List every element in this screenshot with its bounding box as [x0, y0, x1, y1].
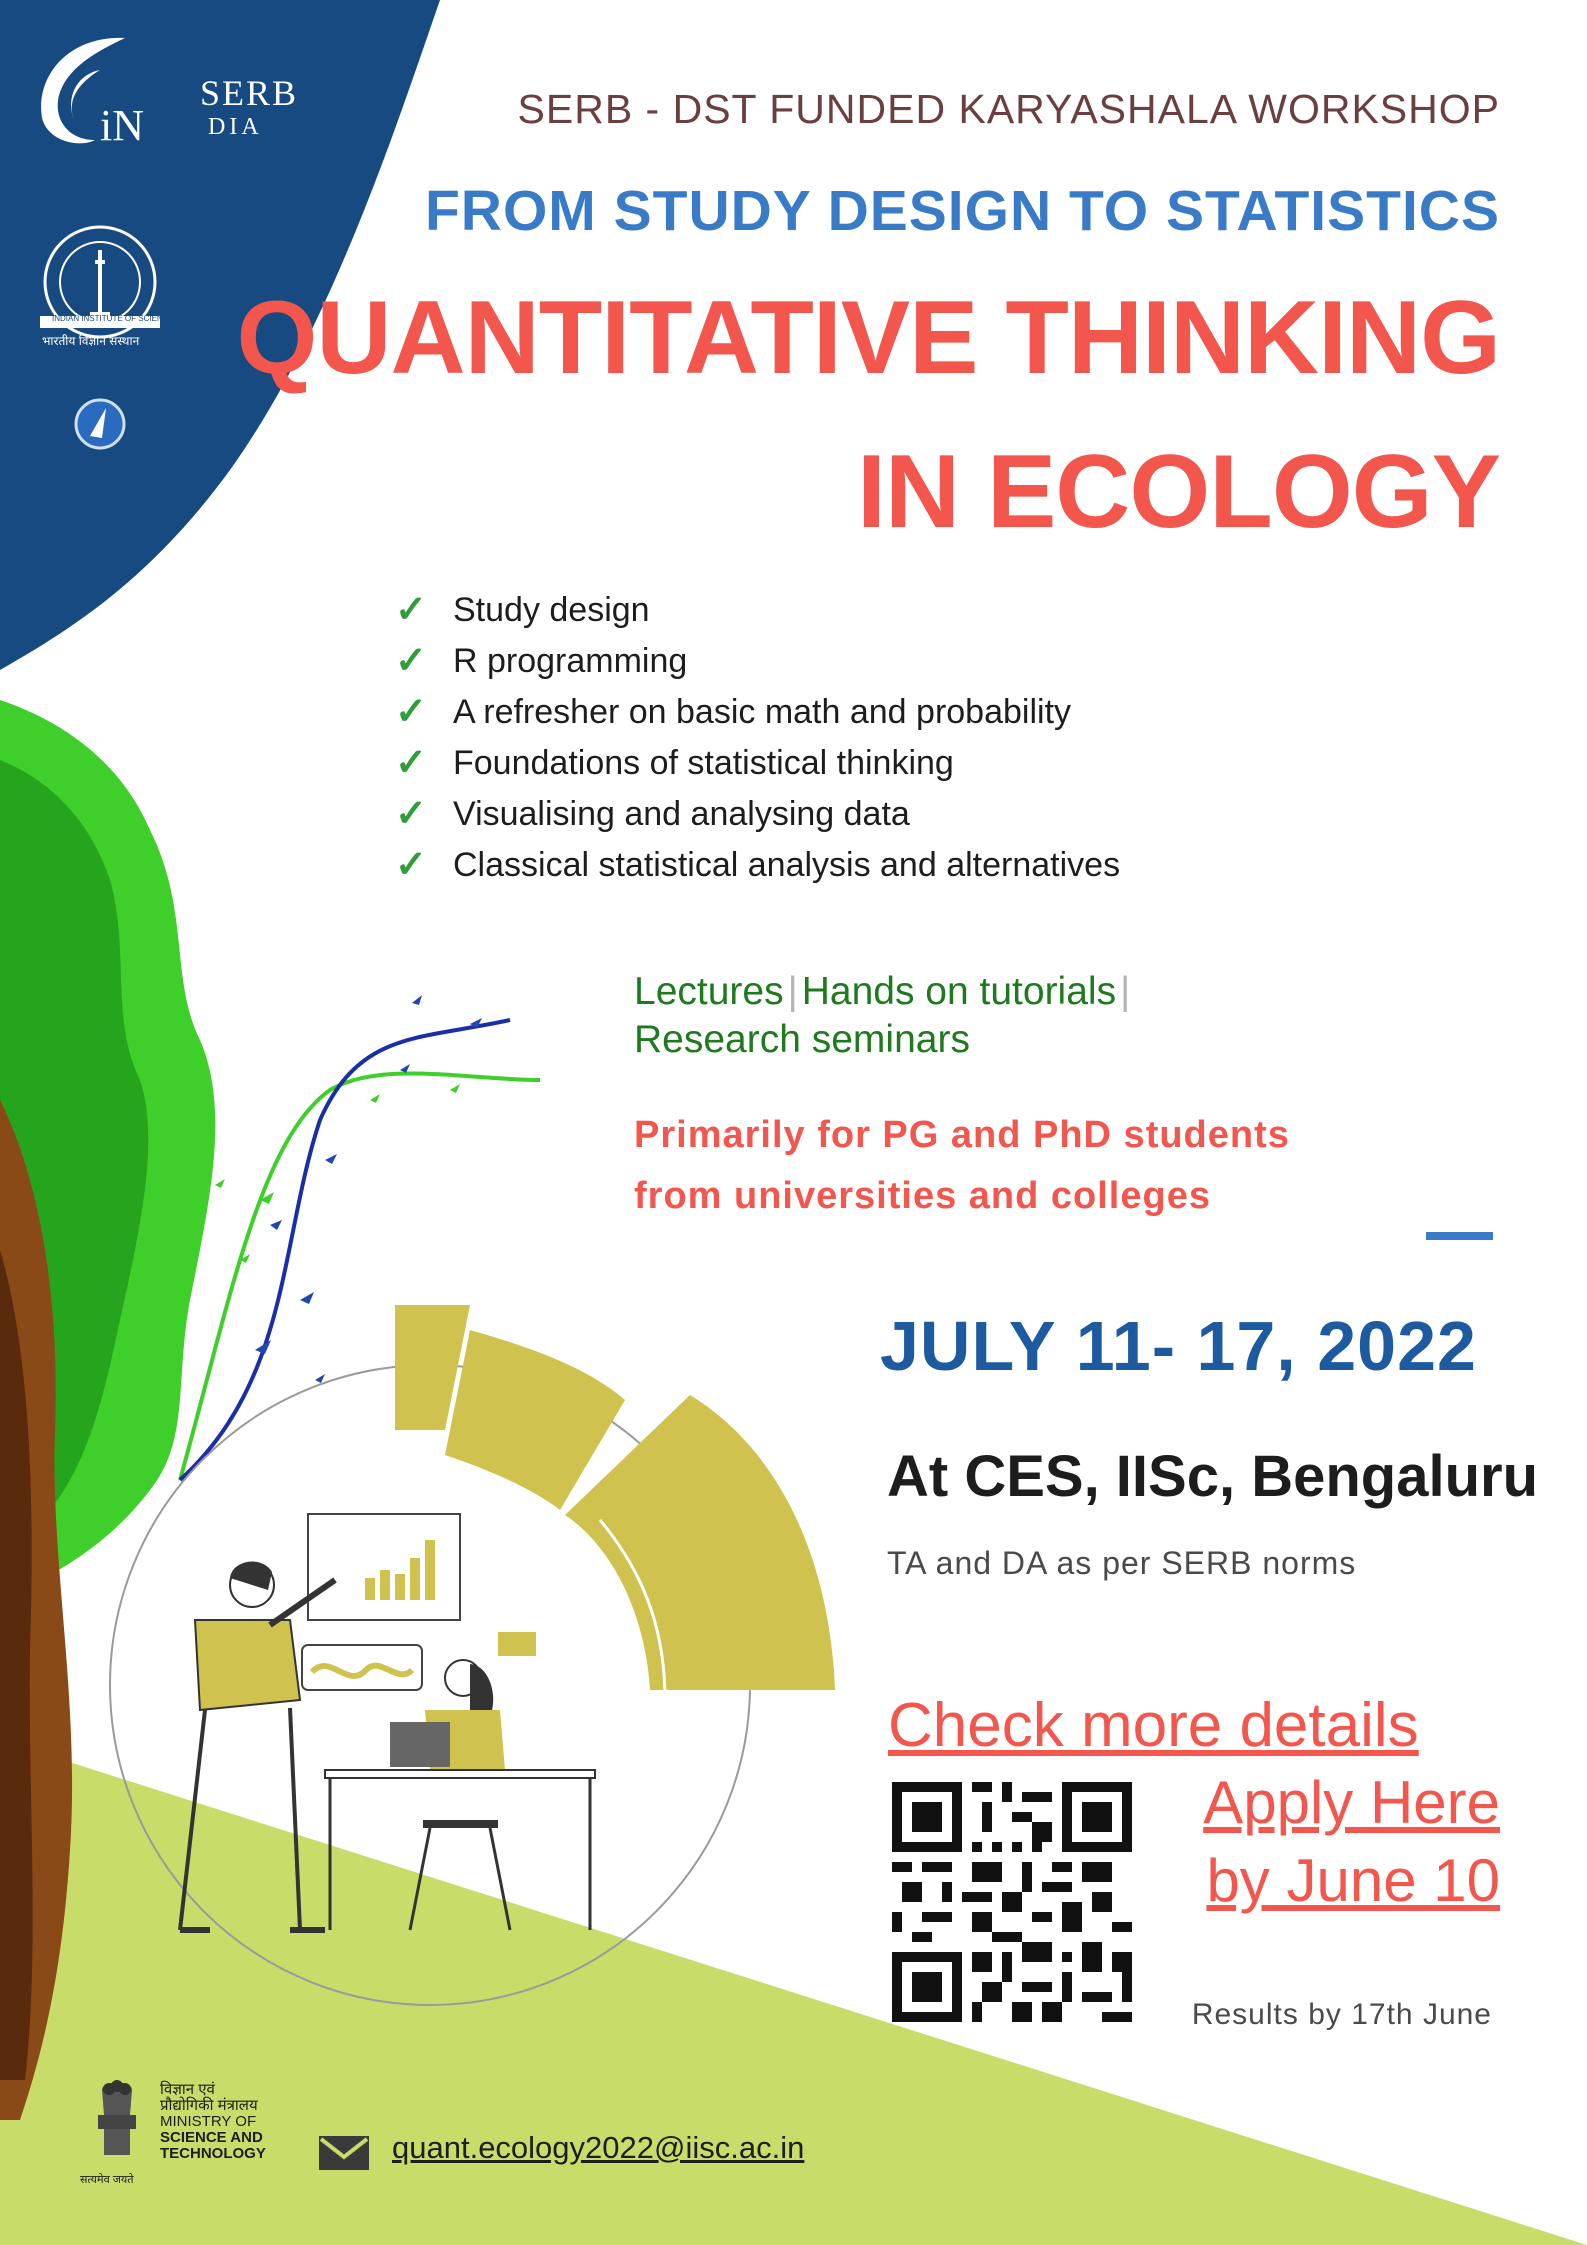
checkmark-icon: ✓ [395, 844, 427, 886]
ministry-en-2: SCIENCE AND [160, 2129, 263, 2146]
topic-item [395, 585, 1120, 636]
topics-list [395, 585, 1120, 891]
topic-label: Classical statistical analysis and alternatives [453, 846, 1121, 884]
ministry-hindi-1: विज्ञान एवं [160, 2081, 215, 2098]
apply-here-link[interactable]: Apply Here [1203, 1769, 1500, 1836]
topic-item [395, 840, 1120, 891]
compass-badge-icon [72, 396, 128, 452]
allowance-note: TA and DA as per SERB norms [887, 1545, 1357, 1581]
ministry-en-1: MINISTRY OF [160, 2113, 257, 2130]
inserb-logo [30, 30, 330, 180]
event-venue: At CES, IISc, Bengaluru [887, 1444, 1538, 1509]
target-audience [634, 1105, 1290, 1227]
contact-email-link[interactable]: quant.ecology2022@iisc.ac.in [392, 2130, 805, 2165]
format-lectures: Lectures [634, 970, 784, 1013]
laptop [390, 1722, 450, 1767]
green-bird-flock [215, 1084, 460, 1263]
inserb-sub: DIA [208, 114, 263, 140]
topic-label: A refresher on basic math and probability [453, 693, 1072, 731]
inserb-mark: iN [100, 101, 144, 150]
chart-board [308, 1514, 460, 1620]
iisc-ring-text: INDIAN INSTITUTE OF SCIENCE [52, 314, 174, 323]
title-line-1: QUANTITATIVE THINKING [236, 280, 1500, 396]
national-emblem-icon [82, 2075, 152, 2170]
format-tutorials: Hands on tutorials [801, 970, 1117, 1013]
inserb-name: SERB [200, 73, 299, 113]
checkmark-icon: ✓ [395, 691, 427, 733]
checkmark-icon: ✓ [395, 589, 427, 631]
ministry-logo-text [160, 2082, 266, 2162]
iisc-hindi-text: भारतीय विज्ञान संस्थान [42, 334, 140, 348]
session-formats: Lectures | Hands on tutorials | Research seminars [634, 970, 1131, 1061]
qr-code[interactable] [892, 1782, 1132, 2022]
event-dates: JULY 11- 17, 2022 [880, 1307, 1477, 1385]
checkmark-icon: ✓ [395, 793, 427, 835]
mail-icon [318, 2135, 370, 2171]
check-details-link[interactable]: Check more details [888, 1691, 1419, 1760]
workshop-tagline: FROM STUDY DESIGN TO STATISTICS [424, 179, 1500, 243]
audience-line-2: from universities and colleges [634, 1175, 1211, 1217]
results-date: Results by 17th June [1191, 1998, 1492, 2031]
chat-bubble [498, 1632, 536, 1656]
topic-label: Visualising and analysing data [453, 795, 910, 833]
ministry-en-3: TECHNOLOGY [160, 2145, 266, 2162]
audience-line-1: Primarily for PG and PhD students [634, 1114, 1290, 1156]
format-seminars: Research seminars [634, 1018, 970, 1061]
title-line-2: IN ECOLOGY [857, 434, 1500, 550]
workshop-subtitle: SERB - DST FUNDED KARYASHALA WORKSHOP [517, 86, 1500, 132]
topic-item [395, 636, 1120, 687]
topic-label: Study design [453, 591, 650, 629]
ministry-hindi-2: प्रौद्योगिकी मंत्रालय [160, 2097, 258, 2114]
checkmark-icon: ✓ [395, 742, 427, 784]
iisc-logo [30, 222, 180, 372]
topic-label: R programming [453, 642, 688, 680]
checkmark-icon: ✓ [395, 640, 427, 682]
emblem-motto: सत्यमेव जयते [80, 2174, 134, 2186]
fan-segment-2 [445, 1330, 625, 1510]
topic-item [395, 687, 1120, 738]
fan-segment-3 [565, 1395, 835, 1690]
desk [325, 1770, 595, 1778]
apply-deadline-link[interactable]: by June 10 [1206, 1847, 1500, 1914]
topic-item [395, 738, 1120, 789]
topic-label: Foundations of statistical thinking [453, 744, 954, 782]
accent-divider [1426, 1232, 1493, 1240]
topic-item [395, 789, 1120, 840]
